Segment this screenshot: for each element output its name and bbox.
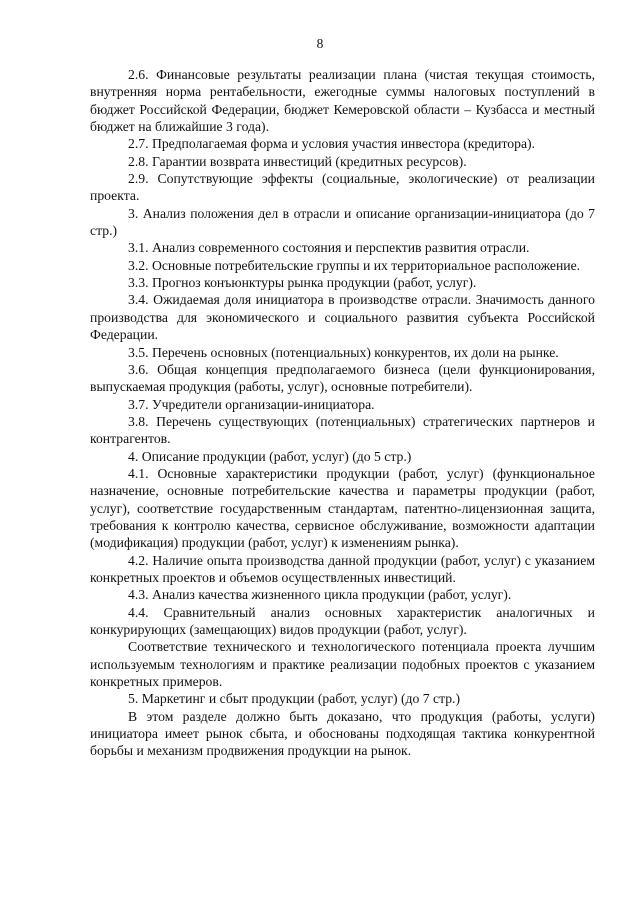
paragraph-3-2: 3.2. Основные потребительские группы и их территориальное расположение. bbox=[128, 257, 581, 273]
page-number: 8 bbox=[316, 36, 324, 51]
paragraph-2-8: 2.8. Гарантии возврата инвестиций (кредитных ресурсов). bbox=[128, 153, 467, 169]
paragraph-3-7: 3.7. Учредители организации-инициатора. bbox=[128, 396, 375, 412]
paragraph-5-intro: В этом разделе должно быть доказано, что продукция (работы, услуги) инициатора имеет рынок сбыта, и обоснованы подходящая тактика конкурентной борьбы и механизм продвижения продукции на рынок. bbox=[90, 708, 595, 759]
document-body bbox=[90, 66, 595, 760]
paragraph-3-5: 3.5. Перечень основных (потенциальных) конкурентов, их доли на рынке. bbox=[128, 344, 559, 360]
paragraph-2-7: 2.7. Предполагаемая форма и условия участия инвестора (кредитора). bbox=[128, 136, 536, 152]
paragraph-3-4: 3.4. Ожидаемая доля инициатора в производстве отрасли. Значимость данного производства для экономического и социального развития субъекта Российской Федерации. bbox=[90, 292, 595, 343]
section-heading-5: 5. Маркетинг и сбыт продукции (работ, услуг) (до 7 стр.) bbox=[128, 691, 461, 707]
paragraph-technical-potential: Соответствие технического и технологического потенциала проекта лучшим используемым технологиям и практике реализации подобных проектов с указанием конкретных примеров. bbox=[90, 639, 595, 690]
paragraph-4-4: 4.4. Сравнительный анализ основных характеристик аналогичных и конкурирующих (замещающих) видов продукции (работ, услуг). bbox=[90, 604, 595, 637]
paragraph-2-6: 2.6. Финансовые результаты реализации плана (чистая текущая стоимость, внутренняя норма рентабельности, ежегодные суммы налоговых поступлений в бюджет Российской Федерации, бюджет Кемеровской области – Кузбасса и местный бюджет на ближайшие 3 года). bbox=[90, 67, 595, 135]
section-heading-4: 4. Описание продукции (работ, услуг) (до 5 стр.) bbox=[128, 448, 412, 464]
paragraph-3-3: 3.3. Прогноз конъюнктуры рынка продукции (работ, услуг). bbox=[128, 275, 477, 291]
paragraph-4-2: 4.2. Наличие опыта производства данной продукции (работ, услуг) с указанием конкретных проектов и объемов осуществленных инвестиций. bbox=[90, 552, 595, 585]
paragraph-3-1: 3.1. Анализ современного состояния и перспектив развития отрасли. bbox=[128, 240, 530, 256]
paragraph-3-8: 3.8. Перечень существующих (потенциальных) стратегических партнеров и контрагентов. bbox=[90, 413, 595, 447]
paragraph-4-1: 4.1. Основные характеристики продукции (работ, услуг) (функциональное назначение, основные потребительские качества и параметры продукции (работ, услуг), соответствие государственным стандартам, патентно-лицензионная защита, требования к контролю качества, сервисное обслуживание, возможности адаптации (модификация) продукции (работ, услуг) к изменениям рынка). bbox=[90, 465, 595, 551]
paragraph-2-9: 2.9. Сопутствующие эффекты (социальные, экологические) от реализации проекта. bbox=[90, 171, 595, 204]
section-heading-3: 3. Анализ положения дел в отрасли и описание организации-инициатора (до 7 стр.) bbox=[90, 205, 595, 239]
paragraph-4-3: 4.3. Анализ качества жизненного цикла продукции (работ, услуг). bbox=[128, 587, 512, 603]
paragraph-3-6: 3.6. Общая концепция предполагаемого бизнеса (цели функционирования, выпускаемая продукция (работы, услуг), основные потребители). bbox=[90, 361, 595, 395]
